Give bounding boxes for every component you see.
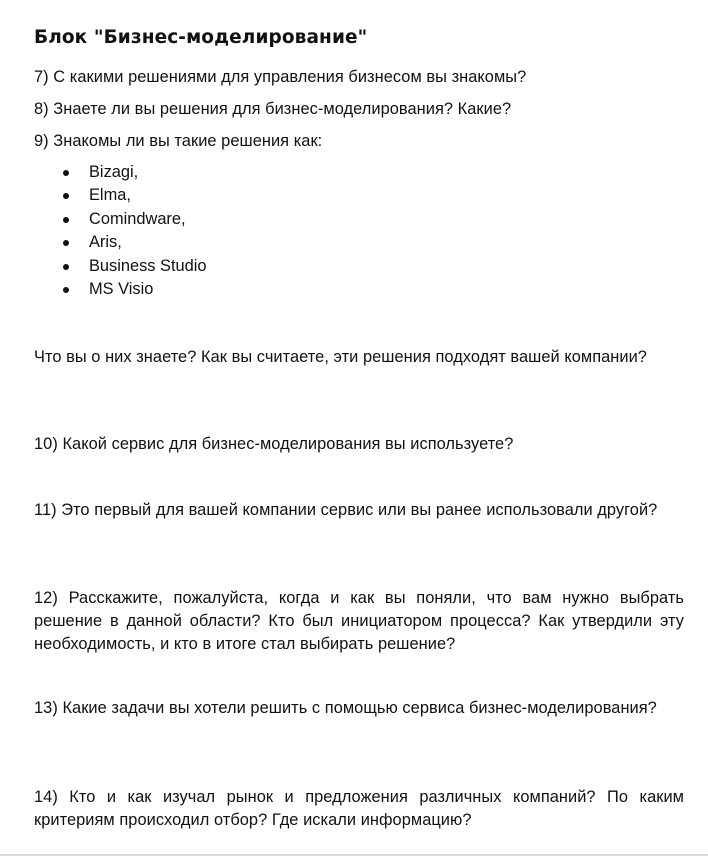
question-13-block: [34, 697, 684, 720]
question-11: 11) Это первый для вашей компании сервис или вы ранее использовали другой?: [34, 501, 658, 519]
question-14-block: [34, 786, 684, 832]
section-heading: Блок "Бизнес-моделирование": [34, 27, 368, 48]
list-item: Business Studio: [34, 255, 684, 278]
question-11-block: [34, 499, 684, 522]
document-page: [34, 24, 684, 301]
solutions-list: [34, 161, 684, 301]
list-item: Aris,: [34, 231, 684, 254]
question-7: 7) С какими решениями для управления бизнесом вы знакомы?: [34, 68, 527, 86]
question-12-block: [34, 587, 684, 656]
list-item: MS Visio: [34, 278, 684, 301]
question-8: 8) Знаете ли вы решения для бизнес-моделирования? Какие?: [34, 100, 512, 118]
list-item: Bizagi,: [34, 161, 684, 184]
question-9: 9) Знакомы ли вы такие решения как:: [34, 132, 323, 150]
list-item: Elma,: [34, 184, 684, 207]
question-10-block: [34, 433, 684, 456]
question-9-followup-block: [34, 346, 684, 369]
question-14: 14) Кто и как изучал рынок и предложения различных компаний? По каким критериям происходил отбор? Где искали информацию?: [34, 788, 684, 829]
question-13: 13) Какие задачи вы хотели решить с помощью сервиса бизнес-моделирования?: [34, 699, 657, 717]
question-9-followup: Что вы о них знаете? Как вы считаете, эти решения подходят вашей компании?: [34, 348, 647, 366]
list-item: Comindware,: [34, 208, 684, 231]
question-12: 12) Расскажите, пожалуйста, когда и как вы поняли, что вам нужно выбрать решение в данной области? Кто был инициатором процесса? Как утвердили эту необходимость, и кто в итоге стал выбирать решение?: [34, 589, 684, 653]
question-10: 10) Какой сервис для бизнес-моделирования вы используете?: [34, 435, 514, 453]
